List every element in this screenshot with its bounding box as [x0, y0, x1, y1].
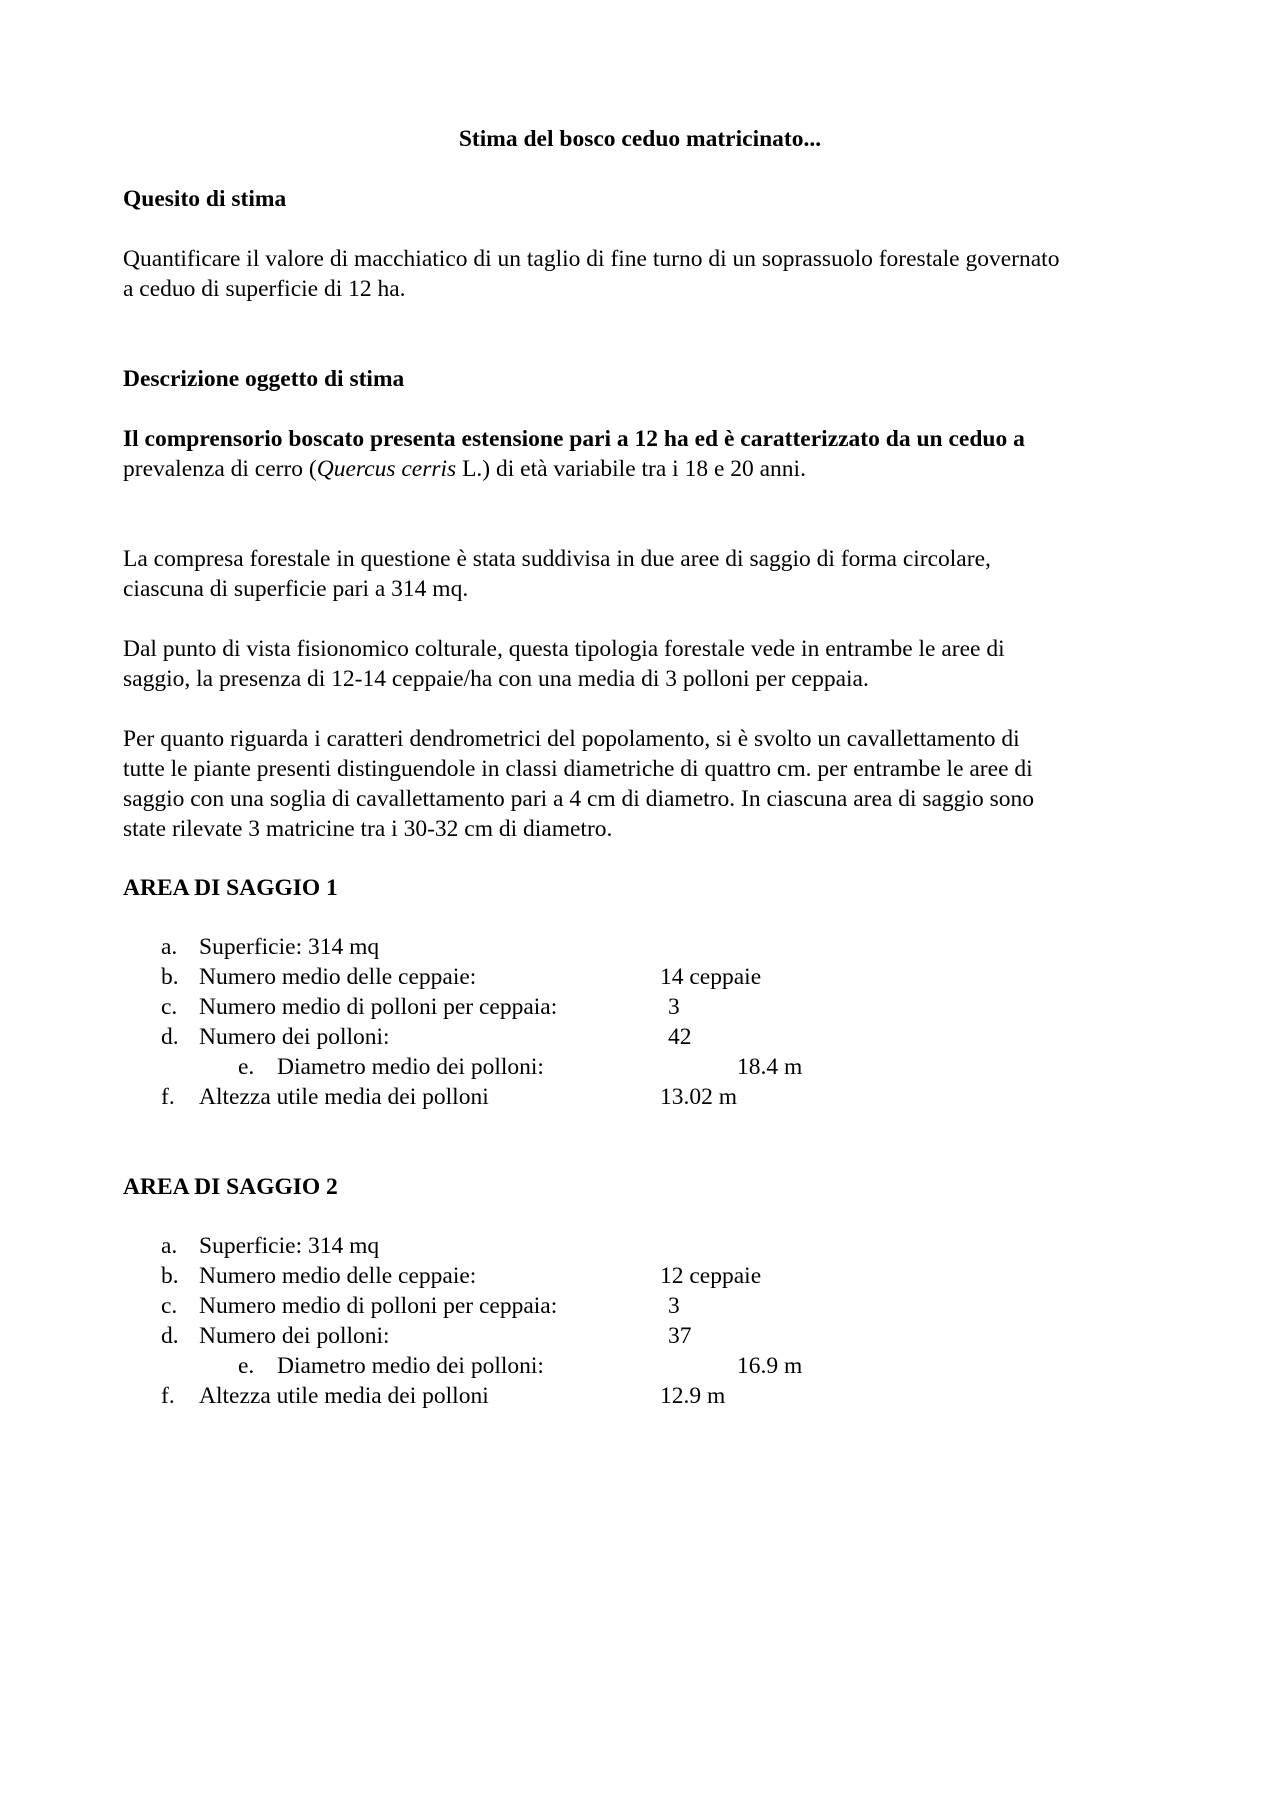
- list-label: Superficie: 314 mq: [199, 934, 380, 960]
- paragraph-line: tutte le piante presenti distinguendole in classi diametriche di quattro cm. per entrambe le aree di: [123, 756, 1033, 782]
- quesito-paragraph: [123, 244, 1183, 304]
- descrizione-line: Il comprensorio boscato presenta estensione pari a 12 ha ed è caratterizzato da un ceduo a: [123, 426, 1025, 452]
- list-marker: f.: [161, 1084, 175, 1110]
- descrizione-heading: Descrizione oggetto di stima: [123, 366, 405, 392]
- list-item: [123, 1082, 1183, 1112]
- list-item: [123, 992, 1183, 1022]
- list-value: 13.02 m: [660, 1084, 738, 1110]
- list-marker: d.: [161, 1024, 179, 1050]
- list-value: 16.9 m: [737, 1353, 803, 1379]
- area2-list: [123, 1231, 1183, 1411]
- paragraph-dendrometrici: [123, 724, 1183, 844]
- list-item: [123, 1231, 1183, 1261]
- list-label: Diametro medio dei polloni:: [277, 1353, 544, 1379]
- list-label: Numero medio delle ceppaie:: [199, 1263, 477, 1289]
- list-value: 12.9 m: [660, 1383, 726, 1409]
- descrizione-line: [123, 454, 1183, 484]
- list-marker: d.: [161, 1323, 179, 1349]
- list-marker: b.: [161, 964, 179, 990]
- list-value: 14 ceppaie: [660, 964, 762, 990]
- list-item: [123, 962, 1183, 992]
- list-label: Numero medio delle ceppaie:: [199, 964, 477, 990]
- paragraph-line: state rilevate 3 matricine tra i 30-32 cm di diametro.: [123, 816, 613, 842]
- descrizione-text: L.) di età variabile tra i 18 e 20 anni.: [456, 456, 806, 482]
- quesito-heading: Quesito di stima: [123, 186, 287, 212]
- list-marker: c.: [161, 994, 178, 1020]
- list-item: [123, 1052, 1183, 1082]
- list-label: Altezza utile media dei polloni: [199, 1084, 489, 1110]
- paragraph-line: Dal punto di vista fisionomico colturale, questa tipologia forestale vede in entrambe le aree di: [123, 636, 1005, 662]
- area2-heading: AREA DI SAGGIO 2: [123, 1174, 338, 1200]
- list-item: [123, 1351, 1183, 1381]
- document-title: Stima del bosco ceduo matricinato...: [458, 126, 822, 152]
- list-marker: e.: [238, 1353, 255, 1379]
- descrizione-paragraph: [123, 424, 1183, 484]
- list-value: 3: [668, 1293, 680, 1319]
- list-marker: b.: [161, 1263, 179, 1289]
- area1-heading: AREA DI SAGGIO 1: [123, 875, 338, 901]
- list-marker: f.: [161, 1383, 175, 1409]
- list-item: [123, 932, 1183, 962]
- list-value: 18.4 m: [737, 1054, 803, 1080]
- list-item: [123, 1291, 1183, 1321]
- list-value: 3: [668, 994, 680, 1020]
- list-label: Diametro medio dei polloni:: [277, 1054, 544, 1080]
- list-item: [123, 1261, 1183, 1291]
- paragraph-line: La compresa forestale in questione è stata suddivisa in due aree di saggio di forma circolare,: [123, 546, 991, 572]
- list-marker: a.: [161, 1233, 178, 1259]
- list-marker: a.: [161, 934, 178, 960]
- area1-list: [123, 932, 1183, 1112]
- paragraph-line: saggio con una soglia di cavallettamento pari a 4 cm di diametro. In ciascuna area di saggio sono: [123, 786, 1034, 812]
- list-marker: c.: [161, 1293, 178, 1319]
- paragraph-fisionomico: [123, 634, 1183, 694]
- list-item: [123, 1321, 1183, 1351]
- list-label: Altezza utile media dei polloni: [199, 1383, 489, 1409]
- list-label: Numero dei polloni:: [199, 1323, 390, 1349]
- paragraph-compresa: [123, 544, 1183, 604]
- list-item: [123, 1022, 1183, 1052]
- list-marker: e.: [238, 1054, 255, 1080]
- list-value: 12 ceppaie: [660, 1263, 762, 1289]
- list-value: 37: [668, 1323, 692, 1349]
- list-value: 42: [668, 1024, 692, 1050]
- quesito-line: a ceduo di superficie di 12 ha.: [123, 276, 406, 302]
- list-item: [123, 1381, 1183, 1411]
- list-label: Numero medio di polloni per ceppaia:: [199, 1293, 558, 1319]
- paragraph-line: saggio, la presenza di 12-14 ceppaie/ha con una media di 3 polloni per ceppaia.: [123, 666, 869, 692]
- quesito-line: Quantificare il valore di macchiatico di un taglio di fine turno di un soprassuolo forestale governato: [123, 246, 1060, 272]
- paragraph-line: ciascuna di superficie pari a 314 mq.: [123, 576, 469, 602]
- list-label: Numero dei polloni:: [199, 1024, 390, 1050]
- list-label: Superficie: 314 mq: [199, 1233, 380, 1259]
- descrizione-text: prevalenza di cerro (: [123, 456, 317, 482]
- paragraph-line: Per quanto riguarda i caratteri dendrometrici del popolamento, si è svolto un cavallettamento di: [123, 726, 1020, 752]
- list-label: Numero medio di polloni per ceppaia:: [199, 994, 558, 1020]
- species-name: Quercus cerris: [316, 456, 457, 482]
